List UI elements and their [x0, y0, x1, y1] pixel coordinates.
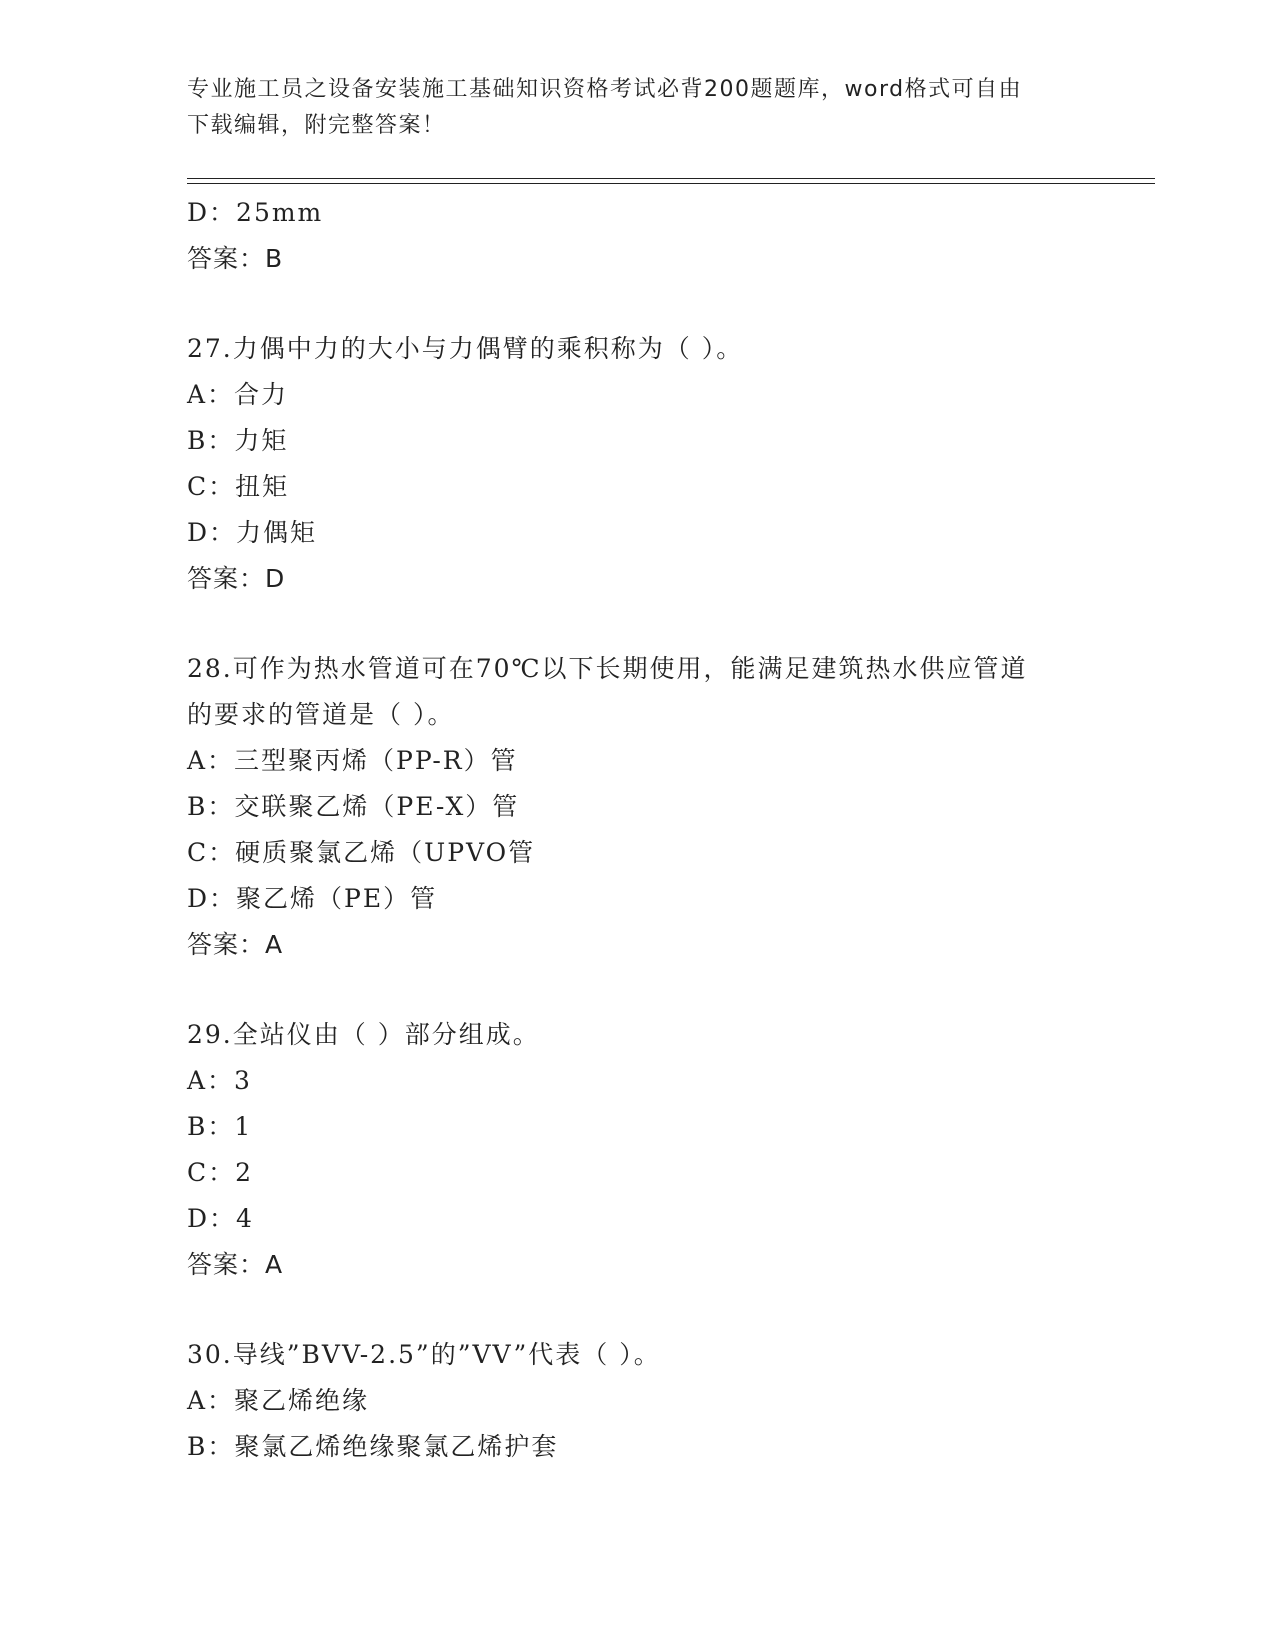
option-a: A：3 [187, 1066, 252, 1095]
option-a: A：三型聚丙烯（PP-R）管 [187, 746, 518, 775]
header-line-2: 下载编辑，附完整答案！ [187, 113, 446, 138]
header-divider-bottom [187, 183, 1155, 184]
option-d: D：4 [187, 1204, 254, 1233]
answer: 答案：A [187, 930, 284, 959]
option-b: B：1 [187, 1112, 253, 1141]
question-27 [187, 326, 1147, 602]
question-text-continued: 的要求的管道是（ ）。 [187, 700, 455, 729]
question-text: 30.导线”BVV-2.5”的”VV”代表（ ）。 [187, 1340, 661, 1369]
question-text: 29.全站仪由（ ）部分组成。 [187, 1020, 540, 1049]
header-divider-top [187, 178, 1155, 179]
option-c: C：硬质聚氯乙烯（UPVO管 [187, 838, 536, 867]
question-list [187, 190, 1147, 1470]
answer: 答案：B [187, 244, 284, 273]
option-b: B：力矩 [187, 426, 289, 455]
option-a: A：合力 [187, 380, 289, 409]
question-30 [187, 1332, 1147, 1470]
question-text: 28.可作为热水管道可在70℃以下长期使用，能满足建筑热水供应管道 [187, 654, 1028, 683]
answer: 答案：A [187, 1250, 284, 1279]
option-d: D：25mm [187, 198, 324, 227]
header-line-1: 专业施工员之设备安装施工基础知识资格考试必背200题题库，word格式可自由 [187, 77, 1023, 102]
question-text: 27.力偶中力的大小与力偶臂的乘积称为（ ）。 [187, 334, 744, 363]
option-c: C：2 [187, 1158, 254, 1187]
option-d: D：聚乙烯（PE）管 [187, 884, 438, 913]
question-28 [187, 646, 1147, 968]
option-c: C：扭矩 [187, 472, 290, 501]
option-b: B：交联聚乙烯（PE-X）管 [187, 792, 520, 821]
document-header [187, 72, 1087, 144]
answer: 答案：D [187, 564, 286, 593]
question-29 [187, 1012, 1147, 1288]
option-a: A：聚乙烯绝缘 [187, 1386, 370, 1415]
option-b: B：聚氯乙烯绝缘聚氯乙烯护套 [187, 1432, 559, 1461]
option-d: D：力偶矩 [187, 518, 318, 547]
